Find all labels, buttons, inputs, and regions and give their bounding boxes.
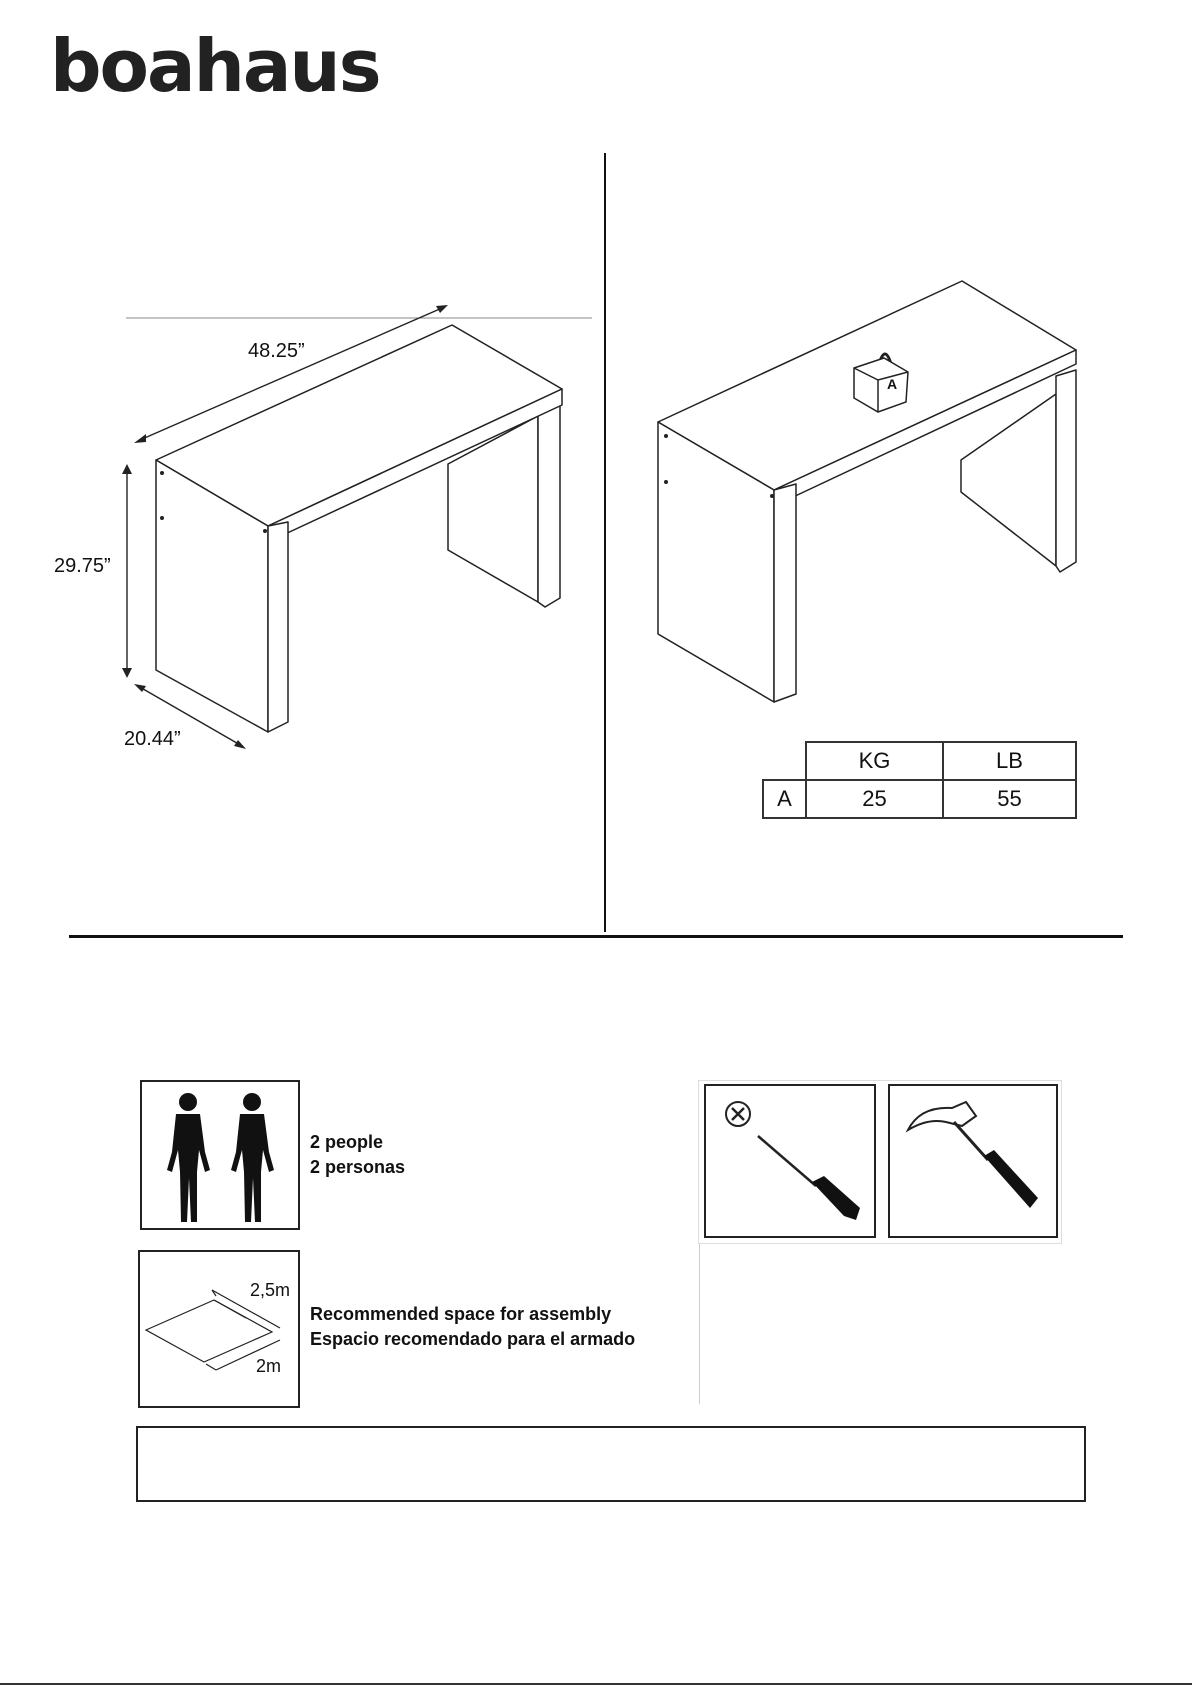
assembly-space-icon: [138, 1250, 300, 1408]
space-dim-b: 2m: [256, 1356, 282, 1376]
horizontal-divider: [69, 935, 1123, 938]
weight-header-kg: KG: [806, 742, 943, 780]
weight-table: [762, 741, 1077, 819]
space-requirement: [310, 1302, 635, 1352]
people-text-en: 2 people: [310, 1132, 384, 1152]
desk-dimension-drawing: [0, 0, 604, 935]
depth-dimension-label: 20.44”: [124, 728, 181, 750]
weight-box-label: A: [887, 376, 898, 392]
tools-divider: [699, 1244, 700, 1404]
width-dimension-label: 48.25”: [248, 340, 305, 362]
space-text-es: Espacio recomendado para el armado: [310, 1329, 636, 1349]
people-requirement: [310, 1130, 405, 1180]
weight-kg-value: 25: [806, 780, 943, 818]
notice-box: [136, 1426, 1086, 1502]
table-row: [763, 780, 1076, 818]
phillips-screwdriver-icon: [704, 1084, 876, 1238]
hammer-icon: [888, 1084, 1058, 1238]
people-text-es: 2 personas: [310, 1157, 406, 1177]
weight-lb-value: 55: [943, 780, 1076, 818]
weight-table-header-row: [763, 742, 1076, 780]
weight-row-label: A: [763, 780, 806, 818]
weight-header-lb: LB: [943, 742, 1076, 780]
height-dimension-label: 29.75”: [54, 555, 111, 577]
space-dim-a: 2,5m: [250, 1280, 291, 1300]
space-text-en: Recommended space for assembly: [310, 1304, 612, 1324]
brand-logo: boahaus: [50, 24, 380, 108]
two-people-icon: [140, 1080, 300, 1230]
